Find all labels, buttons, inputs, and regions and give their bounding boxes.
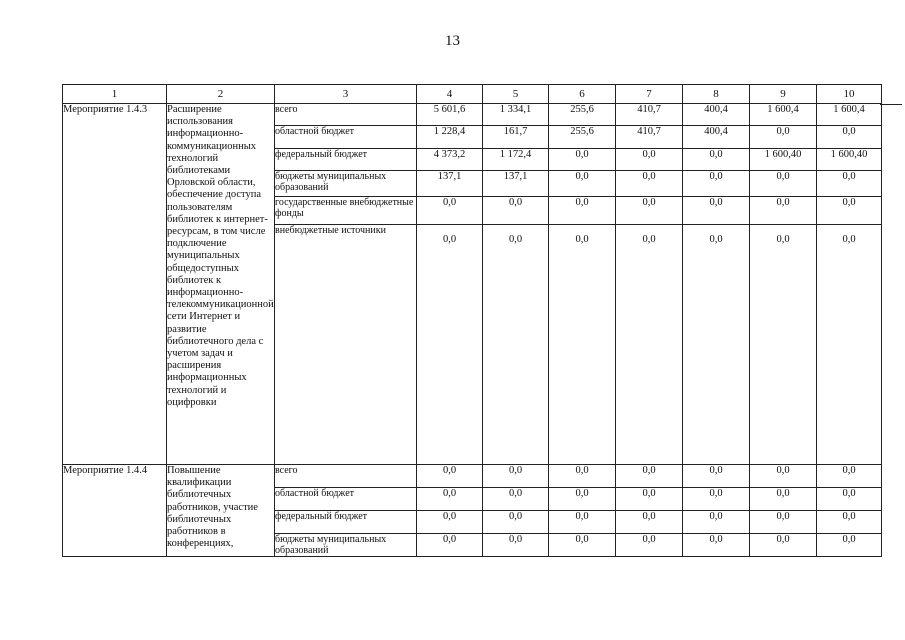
value-cell: 1 600,4 <box>817 104 882 126</box>
value-cell: 0,0 <box>417 511 483 534</box>
header-cell: 4 <box>417 85 483 104</box>
header-cell: 5 <box>483 85 549 104</box>
funding-source: государственные внебюджетные фонды <box>275 197 417 225</box>
value-cell: 0,0 <box>616 171 683 197</box>
header-cell: 7 <box>616 85 683 104</box>
value-cell: 0,0 <box>549 149 616 171</box>
value-cell: 0,0 <box>616 511 683 534</box>
value-cell: 255,6 <box>549 104 616 126</box>
header-cell: 2 <box>167 85 275 104</box>
value-cell: 137,1 <box>483 171 549 197</box>
value-cell: 161,7 <box>483 126 549 149</box>
value-cell: 0,0 <box>616 465 683 488</box>
activity-description: Расширение использования информационно-коммуникационных технологий библиотеками Орловской области, обеспечение доступа пользователям библиотек к интернет-ресурсам, в том числе подключение муниципальных общедоступных библиотек к информационно-телекоммуникационной сети Интернет и развитие библиотечного дела с учетом задач и расширения информационных технологий и оцифровки <box>167 104 275 465</box>
value-cell: 0,0 <box>750 225 817 465</box>
header-cell: 9 <box>750 85 817 104</box>
value-cell: 0,0 <box>817 171 882 197</box>
value-cell: 0,0 <box>750 534 817 557</box>
header-cell: 3 <box>275 85 417 104</box>
value-cell: 0,0 <box>817 511 882 534</box>
value-cell: 0,0 <box>483 534 549 557</box>
table-row <box>63 104 882 126</box>
value-cell: 0,0 <box>683 511 750 534</box>
value-cell: 0,0 <box>750 197 817 225</box>
value-cell: 0,0 <box>616 488 683 511</box>
value-cell: 1 334,1 <box>483 104 549 126</box>
value-cell: 1 600,40 <box>817 149 882 171</box>
value-cell: 0,0 <box>750 171 817 197</box>
budget-table <box>62 84 882 557</box>
value-cell: 400,4 <box>683 126 750 149</box>
value-cell: 410,7 <box>616 104 683 126</box>
value-cell: 0,0 <box>616 225 683 465</box>
value-cell: 0,0 <box>417 197 483 225</box>
funding-source: внебюджетные источники <box>275 225 417 465</box>
funding-source: федеральный бюджет <box>275 511 417 534</box>
page-number: 13 <box>445 33 460 49</box>
activity-code: Мероприятие 1.4.3 <box>63 104 167 465</box>
funding-source: областной бюджет <box>275 488 417 511</box>
value-cell: 0,0 <box>817 225 882 465</box>
value-cell: 255,6 <box>549 126 616 149</box>
value-cell: 0,0 <box>549 511 616 534</box>
stray-line <box>880 104 902 105</box>
value-cell: 0,0 <box>683 149 750 171</box>
value-cell: 0,0 <box>549 197 616 225</box>
value-cell: 5 601,6 <box>417 104 483 126</box>
funding-source: всего <box>275 465 417 488</box>
funding-source: областной бюджет <box>275 126 417 149</box>
value-cell: 0,0 <box>817 197 882 225</box>
value-cell: 0,0 <box>483 511 549 534</box>
header-cell: 6 <box>549 85 616 104</box>
value-cell: 0,0 <box>750 511 817 534</box>
value-cell: 0,0 <box>817 126 882 149</box>
value-cell: 0,0 <box>683 488 750 511</box>
header-cell: 1 <box>63 85 167 104</box>
value-cell: 0,0 <box>750 126 817 149</box>
value-cell: 0,0 <box>549 225 616 465</box>
value-cell: 0,0 <box>417 225 483 465</box>
value-cell: 0,0 <box>549 465 616 488</box>
value-cell: 0,0 <box>683 197 750 225</box>
value-cell: 410,7 <box>616 126 683 149</box>
value-cell: 0,0 <box>683 465 750 488</box>
value-cell: 1 172,4 <box>483 149 549 171</box>
value-cell: 137,1 <box>417 171 483 197</box>
activity-code: Мероприятие 1.4.4 <box>63 465 167 557</box>
value-cell: 1 228,4 <box>417 126 483 149</box>
value-cell: 0,0 <box>616 197 683 225</box>
value-cell: 0,0 <box>549 488 616 511</box>
header-cell: 8 <box>683 85 750 104</box>
funding-source: федеральный бюджет <box>275 149 417 171</box>
value-cell: 0,0 <box>549 534 616 557</box>
value-cell: 0,0 <box>616 149 683 171</box>
value-cell: 0,0 <box>417 488 483 511</box>
value-cell: 0,0 <box>683 225 750 465</box>
value-cell: 0,0 <box>483 465 549 488</box>
value-cell: 0,0 <box>549 171 616 197</box>
value-cell: 0,0 <box>483 197 549 225</box>
value-cell: 0,0 <box>817 465 882 488</box>
value-cell: 0,0 <box>417 534 483 557</box>
funding-source: бюджеты муниципальных образований <box>275 171 417 197</box>
header-row <box>63 85 882 104</box>
value-cell: 0,0 <box>683 534 750 557</box>
value-cell: 0,0 <box>483 488 549 511</box>
value-cell: 0,0 <box>817 534 882 557</box>
value-cell: 1 600,4 <box>750 104 817 126</box>
value-cell: 0,0 <box>750 488 817 511</box>
funding-source: бюджеты муниципальных образований <box>275 534 417 557</box>
value-cell: 0,0 <box>750 465 817 488</box>
header-cell: 10 <box>817 85 882 104</box>
activity-description: Повышение квалификации библиотечных работников, участие библиотечных работников в конференциях, <box>167 465 275 557</box>
value-cell: 0,0 <box>417 465 483 488</box>
value-cell: 0,0 <box>616 534 683 557</box>
value-cell: 0,0 <box>683 171 750 197</box>
value-cell: 4 373,2 <box>417 149 483 171</box>
value-cell: 0,0 <box>483 225 549 465</box>
table-row <box>63 465 882 488</box>
funding-source: всего <box>275 104 417 126</box>
value-cell: 400,4 <box>683 104 750 126</box>
value-cell: 1 600,40 <box>750 149 817 171</box>
value-cell: 0,0 <box>817 488 882 511</box>
